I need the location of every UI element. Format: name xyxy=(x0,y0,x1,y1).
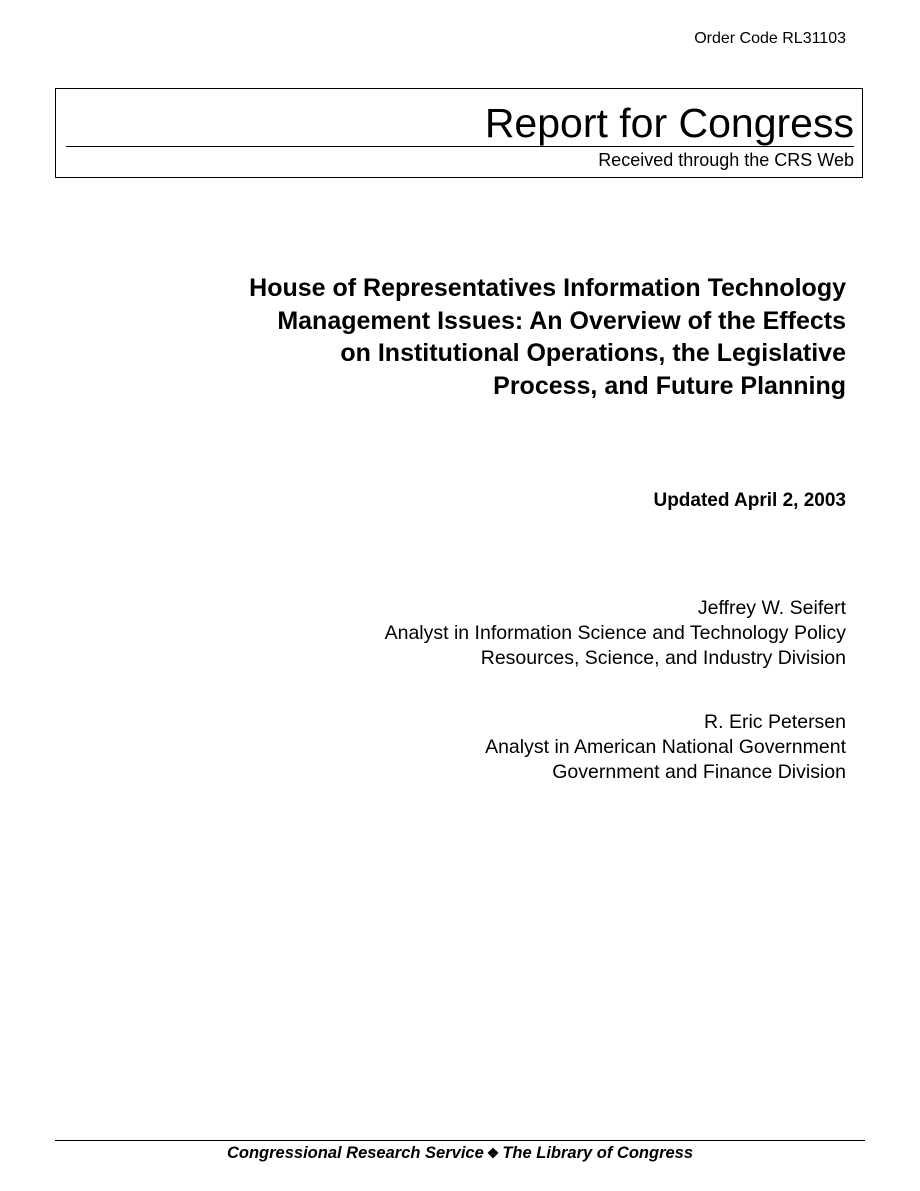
author-division: Government and Finance Division xyxy=(552,761,846,783)
footer xyxy=(0,1143,920,1163)
author-name: R. Eric Petersen xyxy=(704,711,846,733)
author-position: Analyst in American National Government xyxy=(485,736,846,758)
four-diamond-icon: ❖ xyxy=(486,1145,500,1161)
updated-date: Updated April 2, 2003 xyxy=(653,490,846,511)
author-name: Jeffrey W. Seifert xyxy=(697,597,846,619)
masthead-box xyxy=(55,88,863,178)
report-title-line: House of Representatives Information Technology xyxy=(249,274,846,302)
order-code: Order Code RL31103 xyxy=(694,30,846,47)
author-position: Analyst in Information Science and Technology Policy xyxy=(384,622,846,644)
report-title-line: Management Issues: An Overview of the Effects xyxy=(277,306,846,335)
masthead-subtitle: Received through the CRS Web xyxy=(598,150,854,170)
masthead-title: Report for Congress xyxy=(484,100,854,146)
author-block xyxy=(226,596,846,671)
footer-divider xyxy=(55,1140,865,1141)
author-division: Resources, Science, and Industry Division xyxy=(480,647,846,669)
report-title-line: Process, and Future Planning xyxy=(493,371,846,400)
footer-publisher: Congressional Research Service xyxy=(226,1144,484,1162)
author-block xyxy=(226,710,846,785)
masthead-divider xyxy=(66,146,854,147)
report-title xyxy=(126,272,846,402)
report-title-line: on Institutional Operations, the Legislative xyxy=(340,339,846,367)
footer-library: The Library of Congress xyxy=(502,1144,694,1162)
